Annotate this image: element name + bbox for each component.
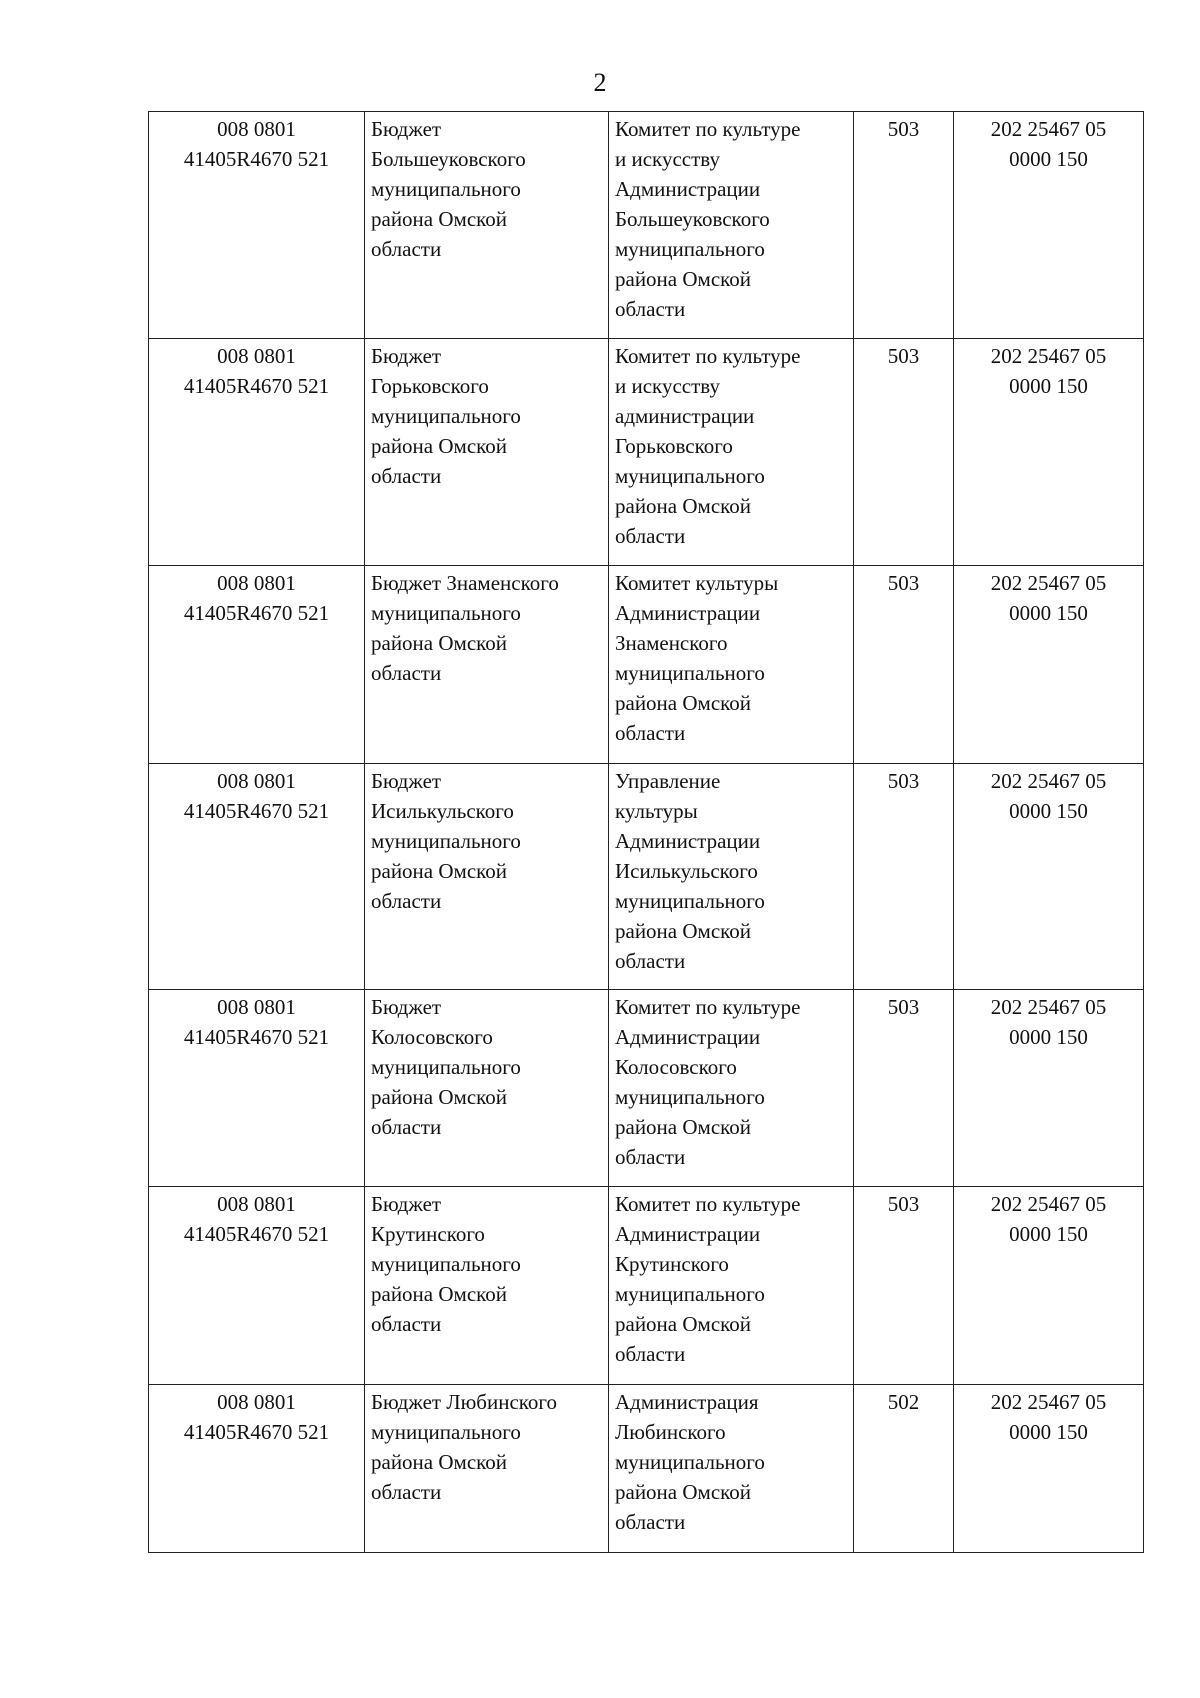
classification-code-cell: 008 0801 41405R4670 521 — [149, 1187, 365, 1385]
administrator-cell: Комитет по культуре Администрации Крутинского муниципального района Омской области — [609, 1187, 854, 1385]
budget-name-cell: Бюджет Крутинского муниципального района Омской области — [365, 1187, 609, 1385]
table-row — [149, 339, 1144, 566]
administrator-code-cell: 503 — [854, 112, 954, 339]
revenue-code-cell: 202 25467 05 0000 150 — [954, 566, 1144, 764]
table-row — [149, 112, 1144, 339]
table-row — [149, 990, 1144, 1187]
administrator-code-cell: 502 — [854, 1385, 954, 1553]
administrator-cell: Администрация Любинского муниципального района Омской области — [609, 1385, 854, 1553]
administrator-cell: Комитет по культуре и искусству Администрации Большеуковского муниципального района Омской области — [609, 112, 854, 339]
classification-code-cell: 008 0801 41405R4670 521 — [149, 990, 365, 1187]
budget-table — [148, 111, 1144, 1553]
page-number: 2 — [593, 68, 607, 97]
administrator-code-cell: 503 — [854, 764, 954, 990]
administrator-cell: Комитет по культуре Администрации Колосовского муниципального района Омской области — [609, 990, 854, 1187]
budget-name-cell: Бюджет Знаменского муниципального района Омской области — [365, 566, 609, 764]
administrator-cell: Комитет по культуре и искусству администрации Горьковского муниципального района Омской области — [609, 339, 854, 566]
administrator-code-cell: 503 — [854, 1187, 954, 1385]
table-row — [149, 1187, 1144, 1385]
administrator-cell: Комитет культуры Администрации Знаменского муниципального района Омской области — [609, 566, 854, 764]
revenue-code-cell: 202 25467 05 0000 150 — [954, 1385, 1144, 1553]
budget-name-cell: Бюджет Исилькульского муниципального района Омской области — [365, 764, 609, 990]
revenue-code-cell: 202 25467 05 0000 150 — [954, 1187, 1144, 1385]
administrator-cell: Управление культуры Администрации Исилькульского муниципального района Омской области — [609, 764, 854, 990]
classification-code-cell: 008 0801 41405R4670 521 — [149, 112, 365, 339]
administrator-code-cell: 503 — [854, 990, 954, 1187]
revenue-code-cell: 202 25467 05 0000 150 — [954, 764, 1144, 990]
budget-name-cell: Бюджет Любинского муниципального района Омской области — [365, 1385, 609, 1553]
classification-code-cell: 008 0801 41405R4670 521 — [149, 566, 365, 764]
classification-code-cell: 008 0801 41405R4670 521 — [149, 339, 365, 566]
revenue-code-cell: 202 25467 05 0000 150 — [954, 990, 1144, 1187]
revenue-code-cell: 202 25467 05 0000 150 — [954, 339, 1144, 566]
table-row — [149, 1385, 1144, 1553]
administrator-code-cell: 503 — [854, 566, 954, 764]
administrator-code-cell: 503 — [854, 339, 954, 566]
budget-name-cell: Бюджет Колосовского муниципального района Омской области — [365, 990, 609, 1187]
table-row — [149, 764, 1144, 990]
classification-code-cell: 008 0801 41405R4670 521 — [149, 1385, 365, 1553]
revenue-code-cell: 202 25467 05 0000 150 — [954, 112, 1144, 339]
budget-name-cell: Бюджет Большеуковского муниципального района Омской области — [365, 112, 609, 339]
budget-name-cell: Бюджет Горьковского муниципального района Омской области — [365, 339, 609, 566]
table-row — [149, 566, 1144, 764]
classification-code-cell: 008 0801 41405R4670 521 — [149, 764, 365, 990]
